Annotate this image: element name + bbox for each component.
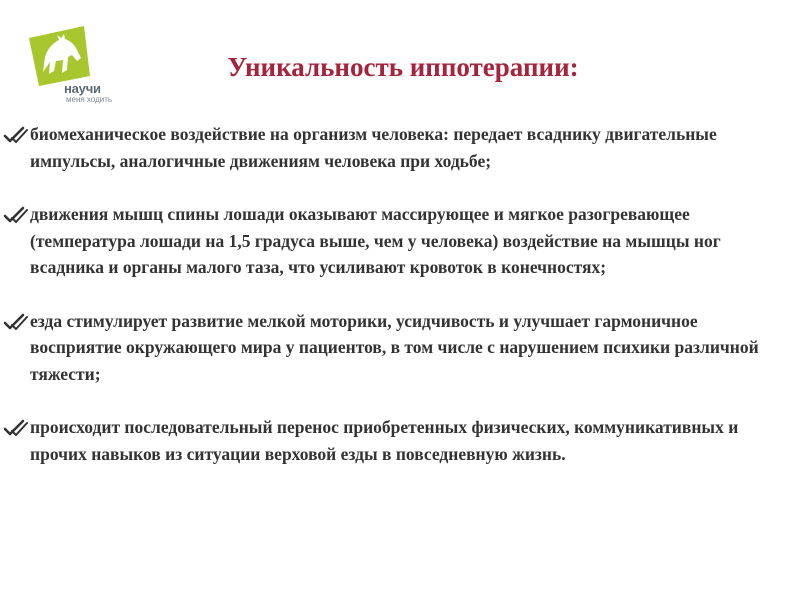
bullet-text: езда стимулирует развитие мелкой моторики, усидчивость и улучшает гармоничное восприятие окружающего мира у пациентов, в том числе с нарушением психики различной тяжести; (30, 310, 759, 384)
bullet-item (0, 121, 790, 174)
checkmark-icon (3, 126, 29, 144)
bullet-text: происходит последовательный перенос приобретенных физических, коммуникативных и прочих навыков из ситуации верховой езды в повседневную жизнь. (30, 417, 739, 464)
bullet-item (0, 201, 790, 281)
checkmark-icon (3, 313, 29, 331)
checkmark-icon (3, 419, 29, 437)
bullet-list (0, 121, 790, 494)
bullet-item (0, 414, 790, 467)
checkmark-icon (3, 206, 29, 224)
bullet-item (0, 308, 790, 388)
bullet-text: биомеханическое воздействие на организм человека: передает всаднику двигательные импульсы, аналогичные движениям человека при ходьбе; (30, 124, 717, 171)
bullet-text: движения мышц спины лошади оказывают массирующее и мягкое разогревающее (температура лошади на 1,5 градуса выше, чем у человека) воздействие на мышцы ног всадника и органы малого таза, что усиливают кровоток в конечностях; (30, 204, 721, 277)
logo-text-line2: меня ходить (66, 95, 113, 104)
slide-title: Уникальность иппотерапии: (227, 52, 579, 82)
logo-text-line1: научи (64, 81, 101, 96)
